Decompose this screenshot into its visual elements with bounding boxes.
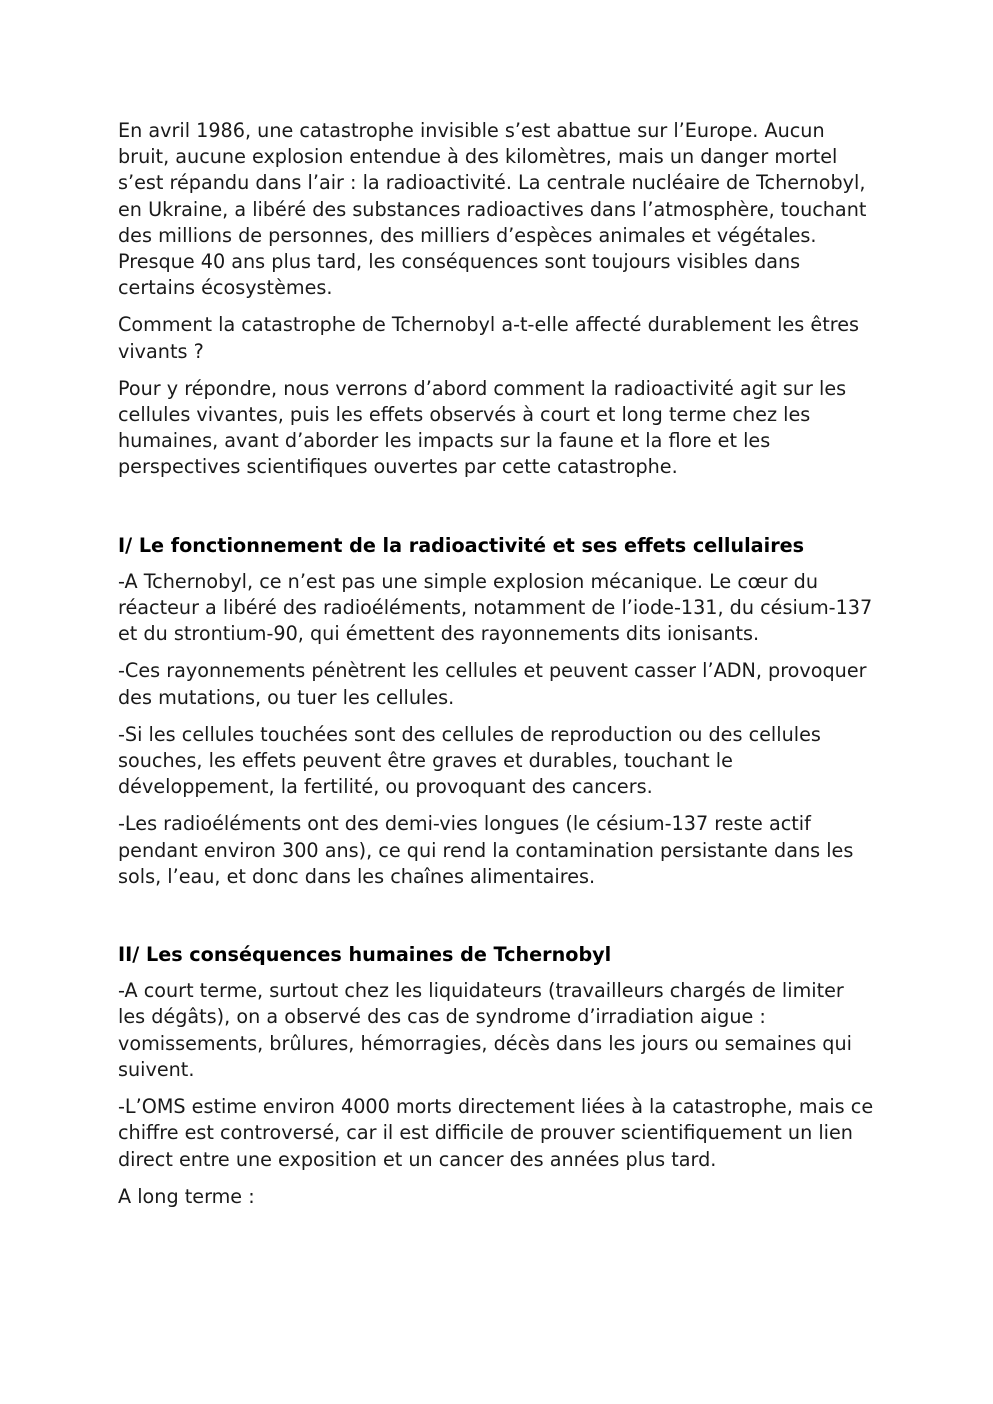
section-2-heading: II/ Les conséquences humaines de Tchernobyl [118, 943, 612, 967]
intro-paragraph-context: En avril 1986, une catastrophe invisible s’est abattue sur l’Europe. Aucun bruit, aucune explosion entendue à des kilomètres, mais un danger mortel s’est répandu dans l’air : la radioactivité. La centrale nucléaire de Tchernobyl, en Ukraine, a libéré des substances radioactives dans l’atmosphère, touchant des millions de personnes, des milliers d’espèces animales et végétales. Presque 40 ans plus tard, les conséquences sont toujours visibles dans certains écosystèmes. [118, 119, 867, 300]
section-spacer [118, 492, 876, 533]
section-1-paragraph: -Si les cellules touchées sont des cellules de reproduction ou des cellules souches, les effets peuvent être graves et durables, touchant le développement, la fertilité, ou provoquant des cancers. [118, 722, 821, 799]
section-spacer [118, 901, 876, 942]
section-1-paragraph: -Ces rayonnements pénètrent les cellules et peuvent casser l’ADN, provoquer des mutations, ou tuer les cellules. [118, 659, 867, 709]
section-2-paragraph: -L’OMS estime environ 4000 morts directement liées à la catastrophe, mais ce chiffre est controversé, car il est difficile de prouver scientifiquement un lien direct entre une exposition et un cancer des années plus tard. [118, 1095, 874, 1171]
section-2-paragraph: -A court terme, surtout chez les liquidateurs (travailleurs chargés de limiter les dégâts), on a observé des cas de syndrome d’irradiation aigue : vomissements, brûlures, hémorragies, décès dans les jours ou semaines qui suivent. [118, 979, 852, 1081]
section-2-paragraph: A long terme : [118, 1184, 255, 1208]
intro-paragraph-problematic: Comment la catastrophe de Tchernobyl a-t-elle affecté durablement les êtres vivants ? [118, 313, 859, 363]
section-1-paragraph: -Les radioéléments ont des demi-vies longues (le césium-137 reste actif pendant environ 300 ans), ce qui rend la contamination persistante dans les sols, l’eau, et donc dans les chaînes alimentaires. [118, 812, 854, 888]
intro-paragraph-plan: Pour y répondre, nous verrons d’abord comment la radioactivité agit sur les cellules vivantes, puis les effets observés à court et long terme chez les humaines, avant d’aborder les impacts sur la faune et la flore et les perspectives scientifiques ouvertes par cette catastrophe. [118, 376, 847, 479]
document-body [118, 118, 876, 1221]
section-1-paragraph: -A Tchernobyl, ce n’est pas une simple explosion mécanique. Le cœur du réacteur a libéré des radioéléments, notamment de l’iode-131, du césium-137 et du strontium-90, qui émettent des rayonnements dits ionisants. [118, 569, 873, 646]
section-1-heading: I/ Le fonctionnement de la radioactivité et ses effets cellulaires [118, 533, 805, 557]
